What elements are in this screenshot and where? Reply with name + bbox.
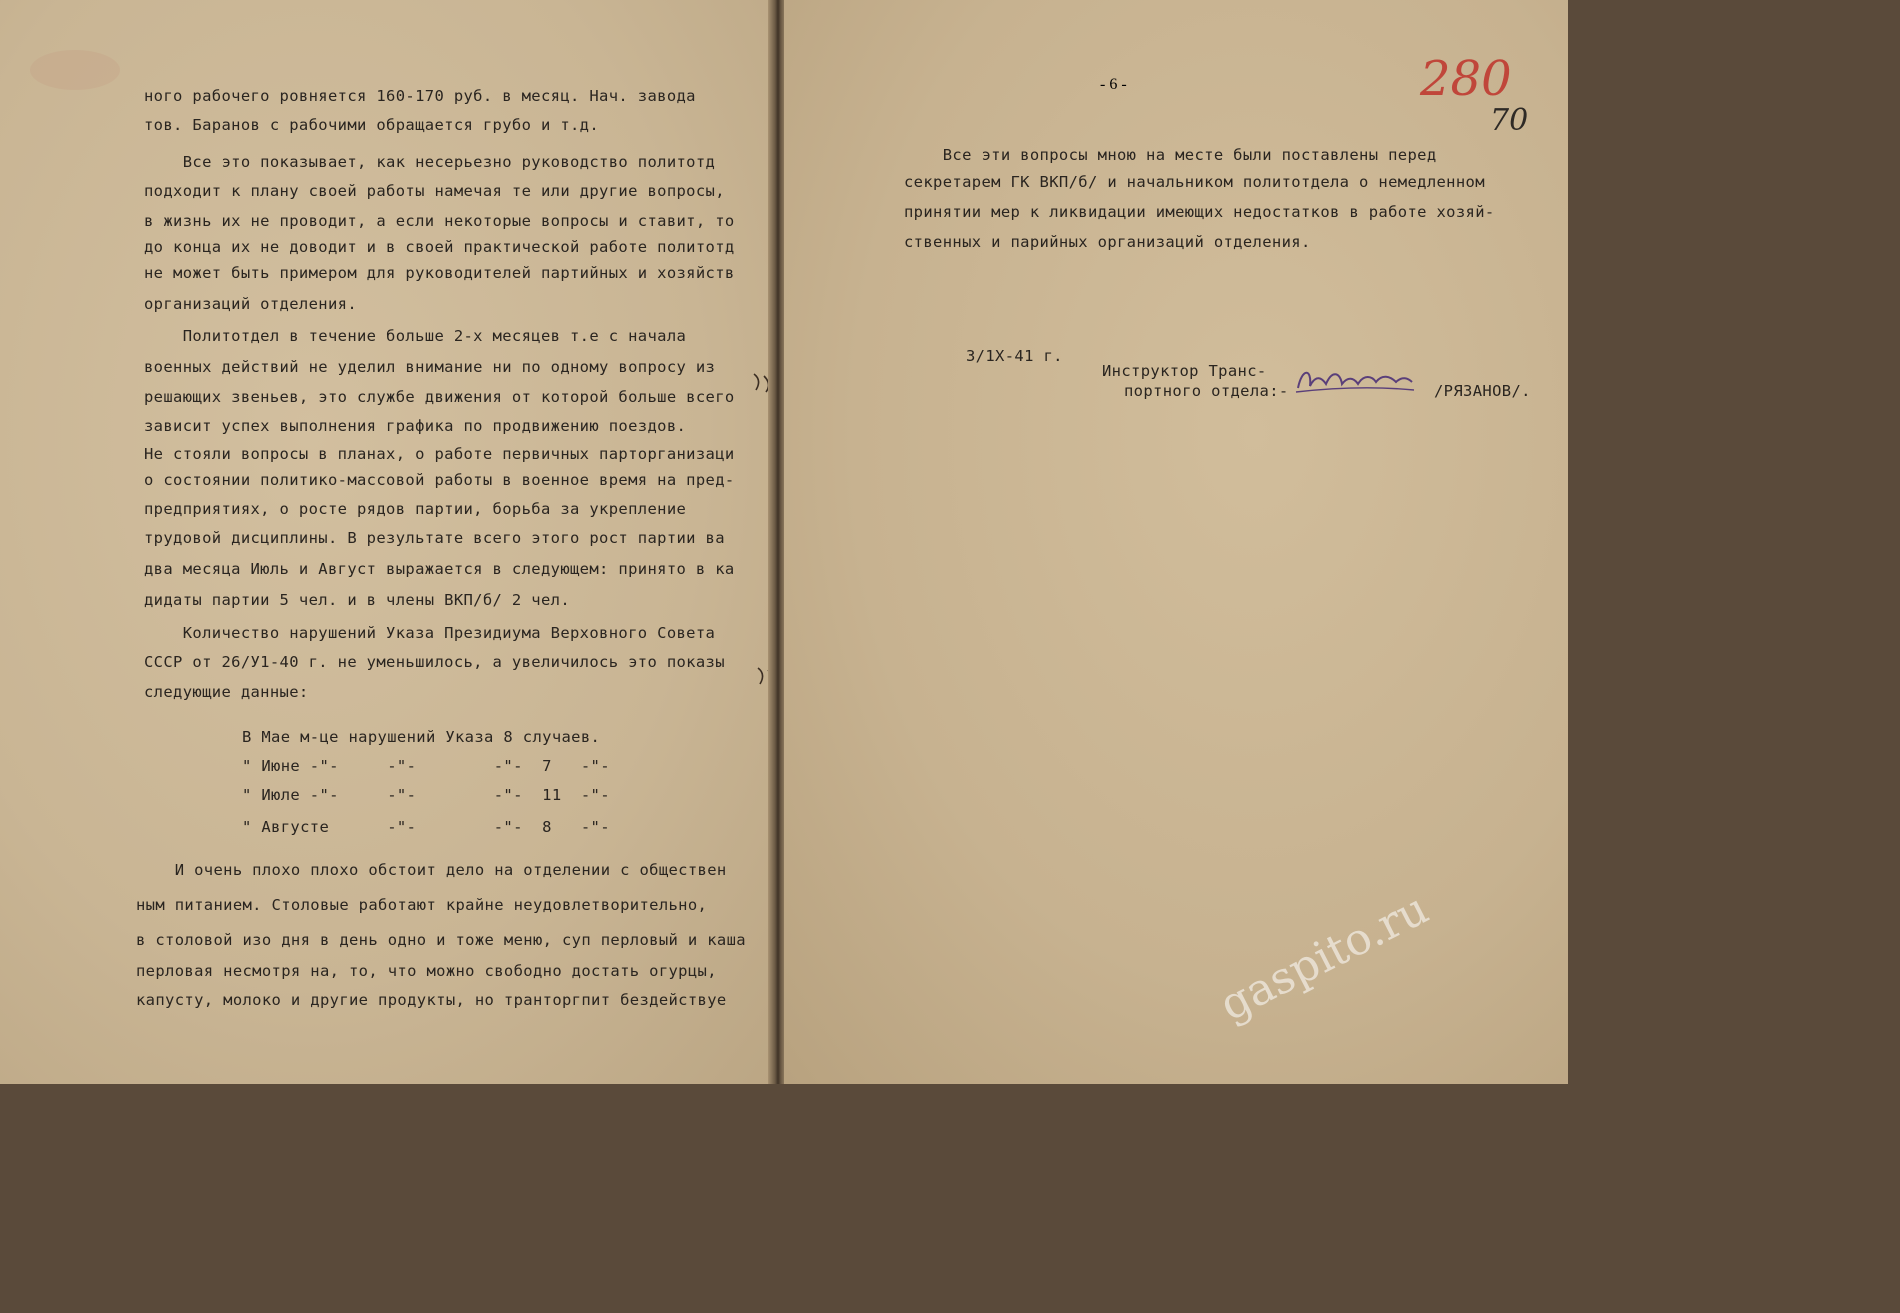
table-row: " Июле -"- -"- -"- 11 -"-: [242, 786, 610, 804]
left-page: [0, 0, 776, 1084]
text-line: перловая несмотря на, то, что можно свободно достать огурцы,: [136, 962, 717, 980]
text-line: Политотдел в течение больше 2-х месяцев т.е с начала: [144, 327, 687, 345]
text-line: в жизнь их не проводит, а если некоторые вопросы и ставит, то: [144, 212, 735, 230]
text-line: принятии мер к ликвидации имеющих недостатков в работе хозяй-: [904, 203, 1495, 221]
text-line: зависит успех выполнения графика по продвижению поездов.: [144, 417, 687, 435]
signature-name: /РЯЗАНОВ/.: [1434, 382, 1531, 400]
text-line: не может быть примером для руководителей партийных и хозяйств: [144, 264, 735, 282]
stamp-number: 280: [1420, 51, 1512, 107]
text-line: капусту, молоко и другие продукты, но транторгпит бездействуе: [136, 991, 727, 1009]
table-row: " Августе -"- -"- 8 -"-: [242, 818, 610, 836]
text-line: трудовой дисциплины. В результате всего этого рост партии ва: [144, 529, 725, 547]
table-row: " Июне -"- -"- -"- 7 -"-: [242, 757, 610, 775]
text-line: ного рабочего ровняется 160-170 руб. в месяц. Нач. завода: [144, 87, 696, 105]
text-line: организаций отделения.: [144, 295, 357, 313]
text-line: Все это показывает, как несерьезно руководство политотд: [144, 153, 716, 171]
signature-title: Инструктор Транс-: [1102, 362, 1267, 380]
page-number: - 6 -: [1100, 76, 1127, 93]
text-line: секретарем ГК ВКП/б/ и начальником политотдела о немедленном: [904, 173, 1485, 191]
text-line: Количество нарушений Указа Президиума Верховного Совета: [144, 624, 716, 642]
text-line: два месяца Июль и Август выражается в следующем: принято в ка: [144, 560, 735, 578]
archive-number-stamp: [1418, 40, 1538, 140]
text-line: в столовой изо дня в день одно и тоже меню, суп перловый и каша: [136, 931, 746, 949]
page-annotation: 70: [1490, 103, 1529, 138]
text-line: до конца их не доводит и в своей практической работе политотд: [144, 238, 735, 256]
text-line: о состоянии политико-массовой работы в военное время на пред-: [144, 471, 735, 489]
signature-title: портного отдела:-: [1124, 382, 1289, 400]
text-line: Все эти вопросы мною на месте были поставлены перед: [904, 146, 1437, 164]
text-line: дидаты партии 5 чел. и в члены ВКП/б/ 2 чел.: [144, 591, 570, 609]
text-line: СССР от 26/У1-40 г. не уменьшилось, а увеличилось это показы: [144, 653, 725, 671]
text-line: И очень плохо плохо обстоит дело на отделении с обществен: [136, 861, 727, 879]
text-line: военных действий не уделил внимание ни по одному вопросу из: [144, 358, 716, 376]
text-line: следующие данные:: [144, 683, 309, 701]
text-line: Не стояли вопросы в планах, о работе первичных парторганизаци: [144, 445, 735, 463]
text-line: подходит к плану своей работы намечая те или другие вопросы,: [144, 182, 725, 200]
table-row: В Мае м-це нарушений Указа 8 случаев.: [242, 728, 601, 746]
text-line: ным питанием. Столовые работают крайне неудовлетворительно,: [136, 896, 708, 914]
handwritten-signature: [1292, 360, 1418, 402]
stain: [30, 50, 120, 90]
document-date: 3/1Х-41 г.: [966, 347, 1063, 365]
text-line: ственных и парийных организаций отделения.: [904, 233, 1311, 251]
text-line: решающих звеньев, это службе движения от которой больше всего: [144, 388, 735, 406]
text-line: предприятиях, о росте рядов партии, борьба за укрепление: [144, 500, 687, 518]
watermark: gaspito.ru: [1211, 882, 1437, 1031]
text-line: тов. Баранов с рабочими обращается грубо и т.д.: [144, 116, 600, 134]
